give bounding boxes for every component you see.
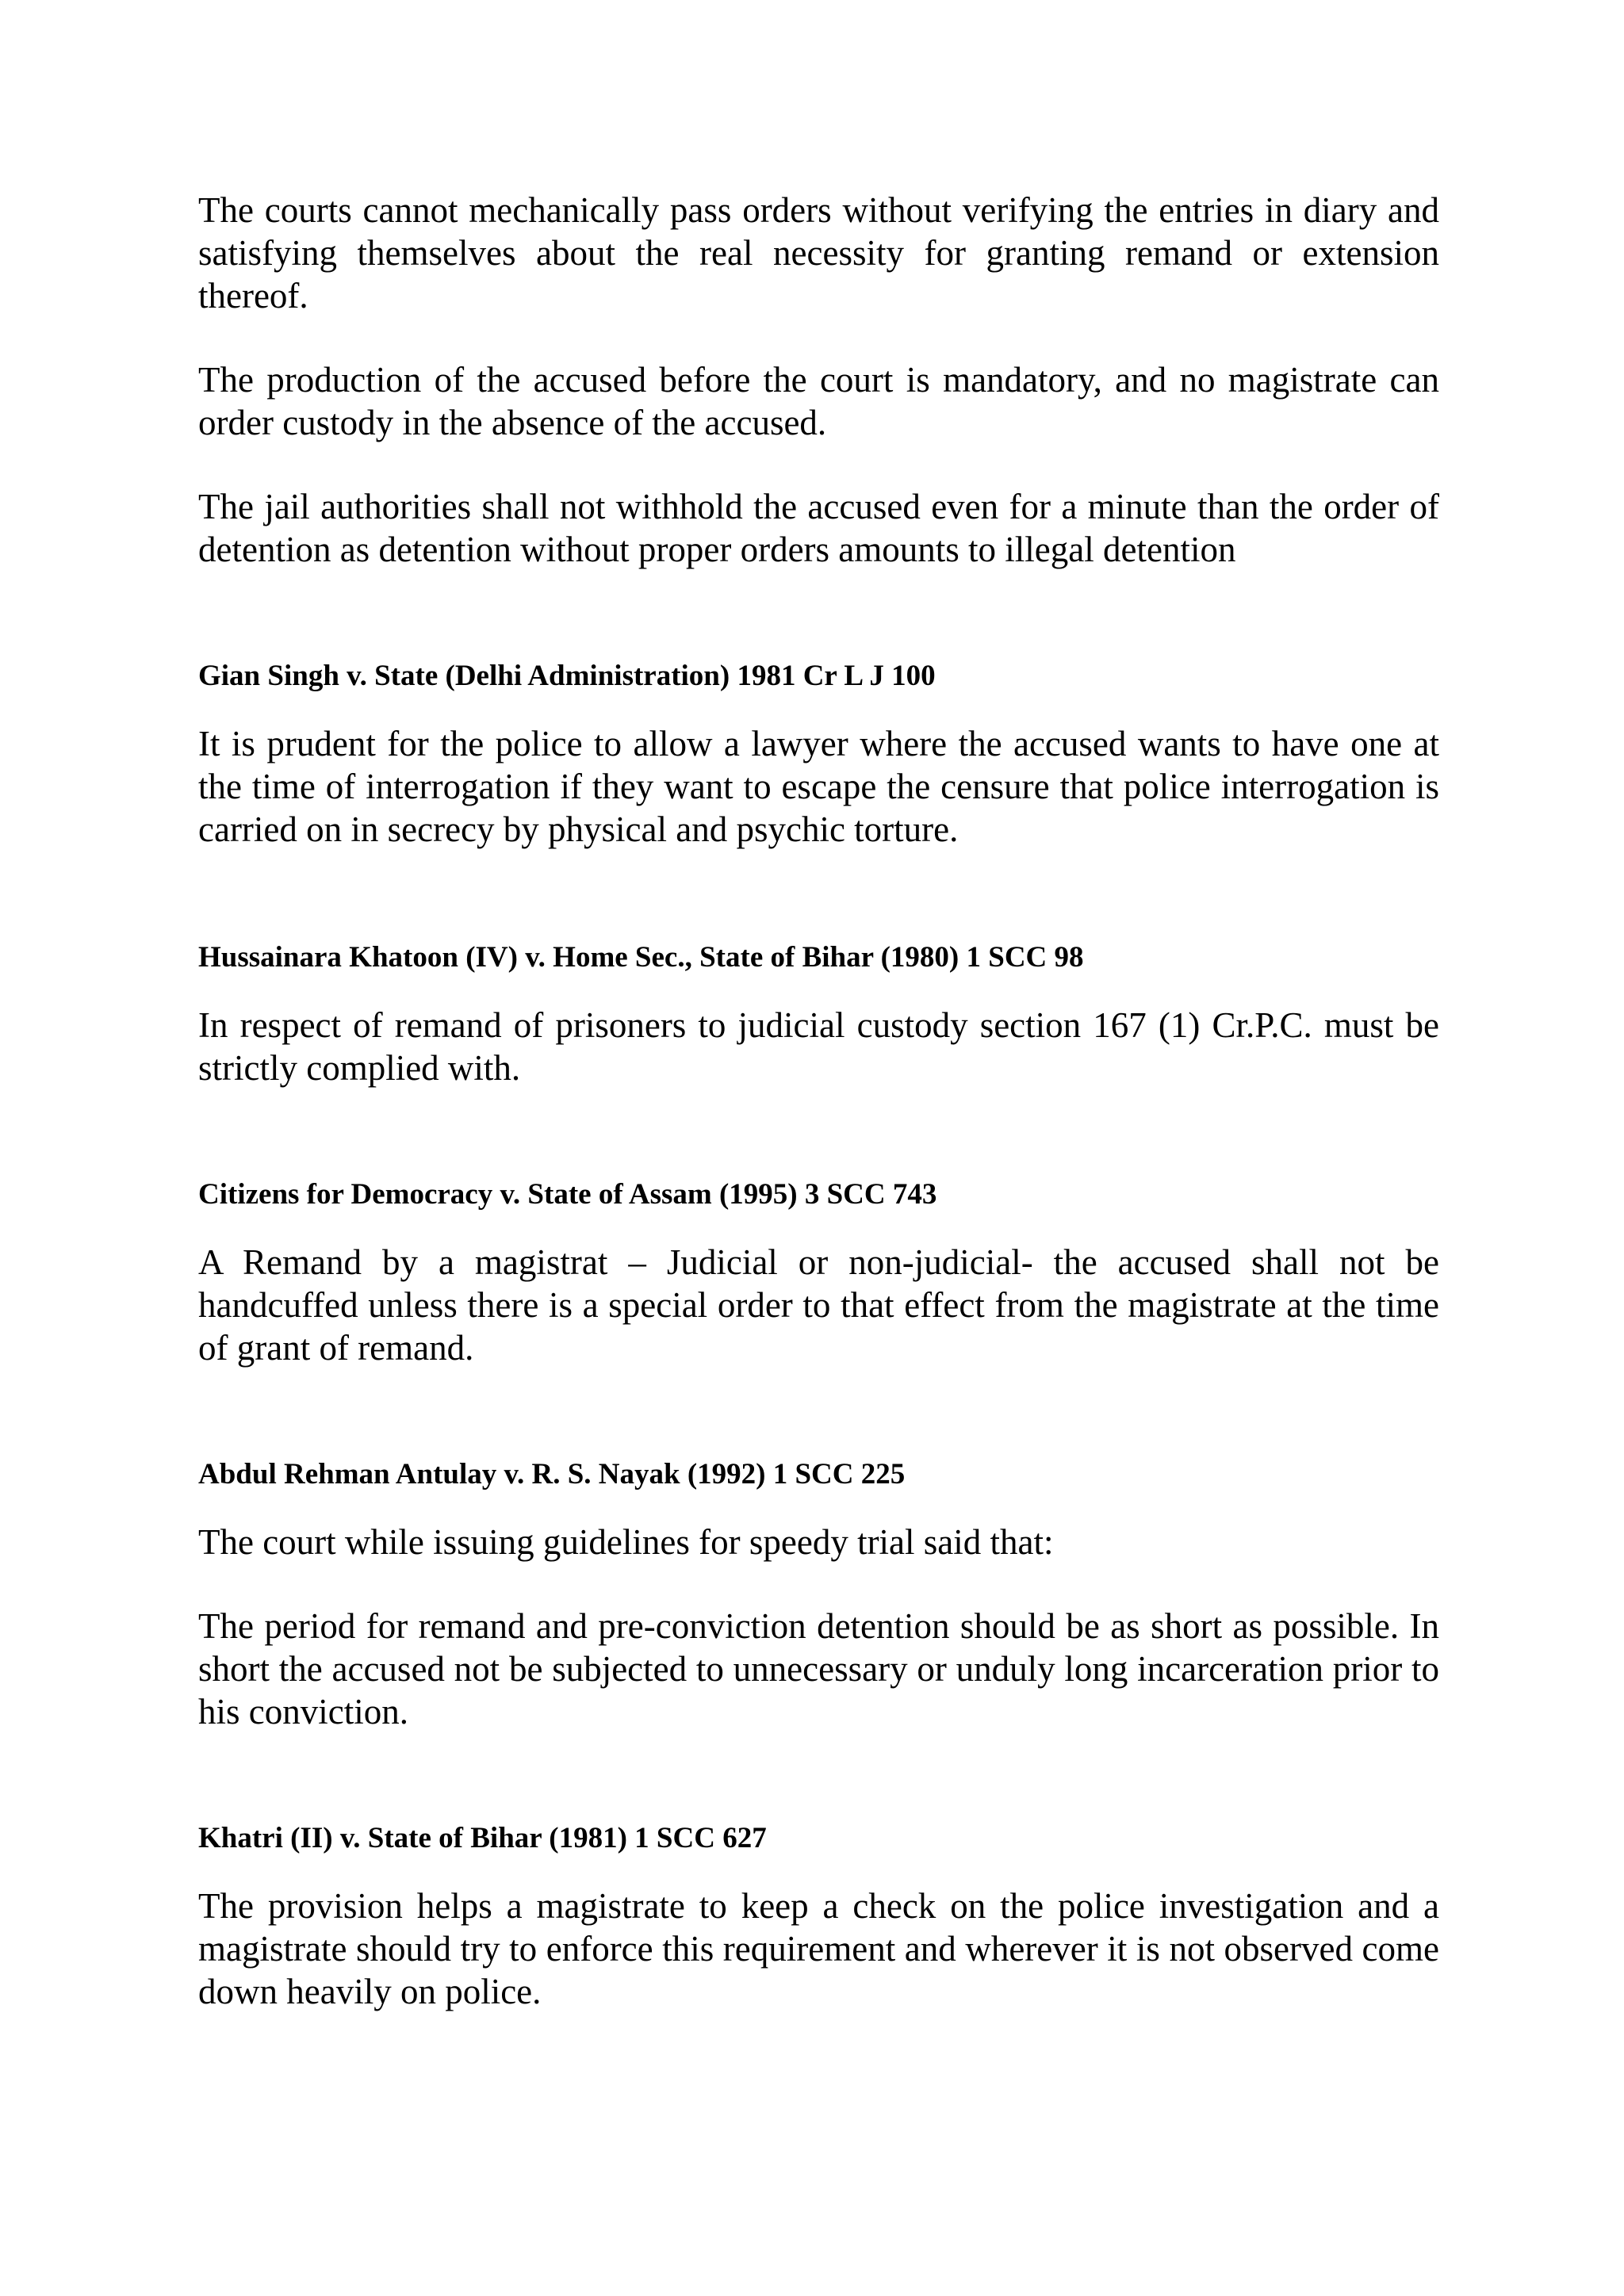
case-citation-hussainara-khatoon: Hussainara Khatoon (IV) v. Home Sec., State of Bihar (1980) 1 SCC 98 bbox=[198, 941, 1084, 974]
case-citation-antulay: Abdul Rehman Antulay v. R. S. Nayak (1992) 1 SCC 225 bbox=[198, 1458, 906, 1490]
case-citation-gian-singh: Gian Singh v. State (Delhi Administration) 1981 Cr L J 100 bbox=[198, 660, 936, 692]
paragraph-speedy-trial: The court while issuing guidelines for speedy trial said that: bbox=[198, 1522, 1054, 1562]
case-citation-citizens-for-democracy: Citizens for Democracy v. State of Assam (1995) 3 SCC 743 bbox=[198, 1178, 937, 1211]
paragraph-remand-verification: The courts cannot mechanically pass orders without verifying the entries in diary and satisfying themselves about the real necessity for granting remand or extension thereof. bbox=[198, 190, 1439, 316]
paragraph-lawyer-at-interrogation: It is prudent for the police to allow a lawyer where the accused wants to have one at the time of interrogation if they want to escape the censure that police interrogation is carried on in secrecy by physical and psychic torture. bbox=[198, 724, 1439, 849]
document-page bbox=[198, 189, 1439, 2013]
paragraph-pre-conviction-detention: The period for remand and pre-conviction detention should be as short as possible. In short the accused not be subjected to unnecessary or unduly long incarceration prior to his conviction. bbox=[198, 1606, 1439, 1732]
paragraph-section-167: In respect of remand of prisoners to judicial custody section 167 (1) Cr.P.C. must be strictly complied with. bbox=[198, 1005, 1439, 1088]
paragraph-magistrate-check: The provision helps a magistrate to keep a check on the police investigation and a magistrate should try to enforce this requirement and wherever it is not observed come down heavily on police. bbox=[198, 1886, 1439, 2011]
paragraph-handcuffing: A Remand by a magistrat – Judicial or non-judicial- the accused shall not be handcuffed unless there is a special order to that effect from the magistrate at the time of grant of remand. bbox=[198, 1242, 1439, 1368]
paragraph-production-of-accused: The production of the accused before the court is mandatory, and no magistrate can order custody in the absence of the accused. bbox=[198, 360, 1439, 442]
paragraph-jail-authorities: The jail authorities shall not withhold the accused even for a minute than the order of detention as detention without proper orders amounts to illegal detention bbox=[198, 487, 1439, 569]
case-citation-khatri: Khatri (II) v. State of Bihar (1981) 1 SCC 627 bbox=[198, 1822, 767, 1854]
